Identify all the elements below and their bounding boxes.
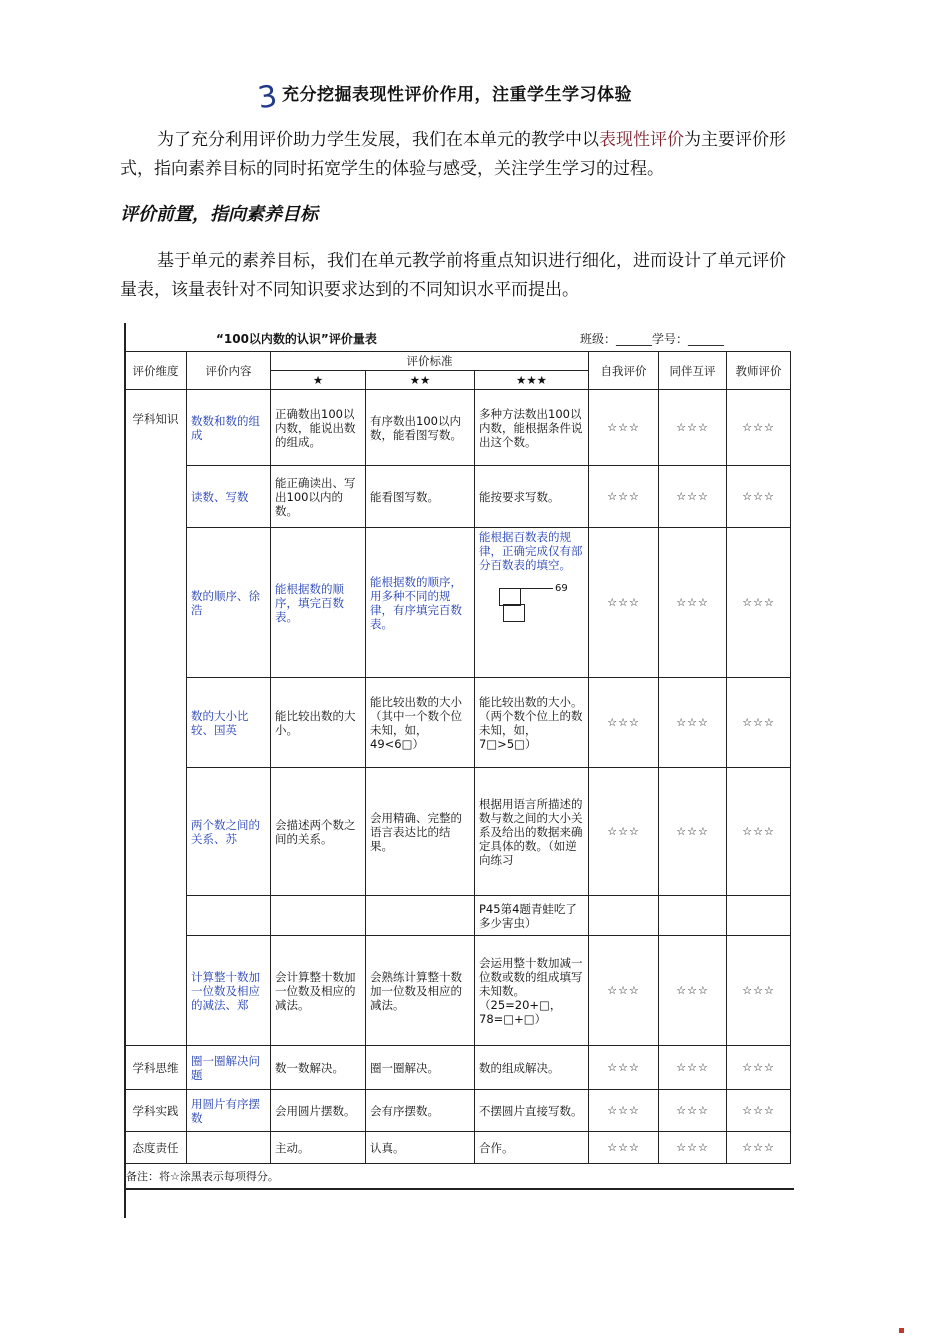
content-cell: 读数、写数: [187, 466, 271, 528]
peer-rating: ☆☆☆: [659, 936, 727, 1046]
self-rating: ☆☆☆: [589, 390, 659, 466]
self-rating: ☆☆☆: [589, 1090, 659, 1132]
criteria-3-cell: 会运用整十数加减一位数或数的组成填写未知数。（25=20+□，78=□+□）: [475, 936, 589, 1046]
criteria-2-cell: 能看图写数。: [366, 466, 475, 528]
table-row: [125, 390, 791, 466]
criteria-1-cell: 正确数出100以内数，能说出数的组成。: [271, 390, 366, 466]
criteria-1-cell: [271, 896, 366, 936]
self-rating: ☆☆☆: [589, 528, 659, 678]
dimension-cell: 态度责任: [125, 1132, 187, 1164]
peer-rating: ☆☆☆: [659, 1132, 727, 1164]
criteria-3-cell: 数的组成解决。: [475, 1046, 589, 1090]
criteria-2-cell: 能根据数的顺序，用多种不同的规律，有序填完百数表。: [366, 528, 475, 678]
dimension-cell: 学科知识: [125, 390, 187, 1046]
content-cell: 数数和数的组成: [187, 390, 271, 466]
teacher-rating: ☆☆☆: [727, 390, 791, 466]
header-dimension: 评价维度: [125, 352, 187, 390]
peer-rating: ☆☆☆: [659, 528, 727, 678]
criteria-2-cell: 会用精确、完整的语言表达比的结果。: [366, 768, 475, 896]
content-cell: [187, 896, 271, 936]
criteria-1-cell: 会计算整十数加一位数及相应的减法。: [271, 936, 366, 1046]
teacher-rating: ☆☆☆: [727, 528, 791, 678]
handwritten-number: 3: [255, 78, 280, 117]
teacher-rating: [727, 896, 791, 936]
header-criteria: 评价标准: [271, 352, 589, 371]
header-star2: ★★: [366, 371, 475, 390]
content-cell: 两个数之间的关系、苏: [187, 768, 271, 896]
content-cell: 计算整十数加一位数及相应的减法、郑: [187, 936, 271, 1046]
self-rating: ☆☆☆: [589, 936, 659, 1046]
content-cell: 数的大小比较、国英: [187, 678, 271, 768]
criteria-3-cell: P45第4题青蛙吃了多少害虫）: [475, 896, 589, 936]
para1-highlight: 表现性评价: [599, 130, 684, 150]
table-row: [125, 1046, 791, 1090]
criteria-2-cell: 认真。: [366, 1132, 475, 1164]
table-row: [125, 936, 791, 1046]
header-peer: 同伴互评: [659, 352, 727, 390]
peer-rating: [659, 896, 727, 936]
criteria-1-cell: 会用圆片摆数。: [271, 1090, 366, 1132]
self-rating: ☆☆☆: [589, 466, 659, 528]
self-rating: [589, 896, 659, 936]
content-cell: 数的顺序、徐浩: [187, 528, 271, 678]
dimension-cell: 学科实践: [125, 1090, 187, 1132]
peer-rating: ☆☆☆: [659, 1090, 727, 1132]
table-body: [125, 352, 791, 1164]
self-rating: ☆☆☆: [589, 768, 659, 896]
peer-rating: ☆☆☆: [659, 390, 727, 466]
corner-mark: [899, 1328, 904, 1333]
criteria-2-cell: [366, 896, 475, 936]
criteria-2-cell: 圈一圈解决。: [366, 1046, 475, 1090]
content-cell: 用圆片有序摆数: [187, 1090, 271, 1132]
teacher-rating: ☆☆☆: [727, 936, 791, 1046]
criteria-1-cell: 主动。: [271, 1132, 366, 1164]
criteria-3-text: 能根据百数表的规律，正确完成仅有部分百数表的填空。: [479, 530, 583, 572]
header-self: 自我评价: [589, 352, 659, 390]
table-row: [125, 466, 791, 528]
table-row: [125, 1090, 791, 1132]
table-row: [125, 896, 791, 936]
intro-paragraph: [120, 126, 790, 184]
teacher-rating: ☆☆☆: [727, 1046, 791, 1090]
criteria-1-cell: 数一数解决。: [271, 1046, 366, 1090]
criteria-3-cell: 能按要求写数。: [475, 466, 589, 528]
criteria-1-cell: 能比较出数的大小。: [271, 678, 366, 768]
evaluation-table: [124, 351, 791, 1164]
dimension-cell: 学科思维: [125, 1046, 187, 1090]
header-content: 评价内容: [187, 352, 271, 390]
table-row: [125, 678, 791, 768]
teacher-rating: ☆☆☆: [727, 466, 791, 528]
header-row-1: [125, 352, 791, 371]
criteria-3-cell: 能比较出数的大小。（两个数个位上的数未知，如，7□>5□）: [475, 678, 589, 768]
peer-rating: ☆☆☆: [659, 466, 727, 528]
evaluation-table-box: [124, 323, 794, 1190]
criteria-2-cell: 有序数出100以内数，能看图写数。: [366, 390, 475, 466]
grid-sketch: [499, 580, 584, 626]
table-title: “100以内数的认识”评价量表: [216, 332, 377, 346]
peer-rating: ☆☆☆: [659, 678, 727, 768]
criteria-1-cell: 能正确读出、写出100以内的数。: [271, 466, 366, 528]
table-row: [125, 768, 791, 896]
criteria-3-cell: [475, 528, 589, 678]
teacher-rating: ☆☆☆: [727, 1132, 791, 1164]
header-star3: ★★★: [475, 371, 589, 390]
teacher-rating: ☆☆☆: [727, 678, 791, 768]
criteria-1-cell: 能根据数的顺序，填完百数表。: [271, 528, 366, 678]
table-title-row: [124, 323, 794, 351]
section-heading: 充分挖掘表现性评价作用，注重学生学习体验: [282, 85, 632, 105]
criteria-2-cell: 会有序摆数。: [366, 1090, 475, 1132]
content-cell: [187, 1132, 271, 1164]
table-row: [125, 1132, 791, 1164]
header-star1: ★: [271, 371, 366, 390]
criteria-3-cell: 根据用语言所描述的数与数之间的大小关系及给出的数据来确定具体的数。（如逆向练习: [475, 768, 589, 896]
para1-text-before: 为了充分利用评价助力学生发展，我们在本单元的教学中以: [157, 130, 599, 150]
teacher-rating: ☆☆☆: [727, 768, 791, 896]
criteria-2-cell: 能比较出数的大小（其中一个数个位未知，如，49<6□）: [366, 678, 475, 768]
self-rating: ☆☆☆: [589, 678, 659, 768]
teacher-rating: ☆☆☆: [727, 1090, 791, 1132]
criteria-3-cell: 不摆圆片直接写数。: [475, 1090, 589, 1132]
criteria-2-cell: 会熟练计算整十数加一位数及相应的减法。: [366, 936, 475, 1046]
table-note: 备注：将☆涂黑表示每项得分。: [124, 1164, 794, 1190]
table-row: [125, 528, 791, 678]
subheading: 评价前置，指向素养目标: [120, 204, 318, 225]
self-rating: ☆☆☆: [589, 1046, 659, 1090]
content-cell: 圈一圈解决问题: [187, 1046, 271, 1090]
peer-rating: ☆☆☆: [659, 768, 727, 896]
header-teacher: 教师评价: [727, 352, 791, 390]
self-rating: ☆☆☆: [589, 1132, 659, 1164]
criteria-1-cell: 会描述两个数之间的关系。: [271, 768, 366, 896]
grid-number: 69: [555, 583, 568, 594]
peer-rating: ☆☆☆: [659, 1046, 727, 1090]
body-paragraph: 基于单元的素养目标，我们在单元教学前将重点知识进行细化，进而设计了单元评价量表，该量表针对不同知识要求达到的不同知识水平而提出。: [120, 251, 786, 300]
class-number-line: 班级：______学号：______: [580, 332, 725, 346]
para1-text-after: 为主要评价形式，指向素养目标的同时拓宽学生的体验与感受，关注学生学习的过程。: [120, 130, 786, 179]
criteria-3-cell: 合作。: [475, 1132, 589, 1164]
criteria-3-cell: 多种方法数出100以内数，能根据条件说出这个数。: [475, 390, 589, 466]
